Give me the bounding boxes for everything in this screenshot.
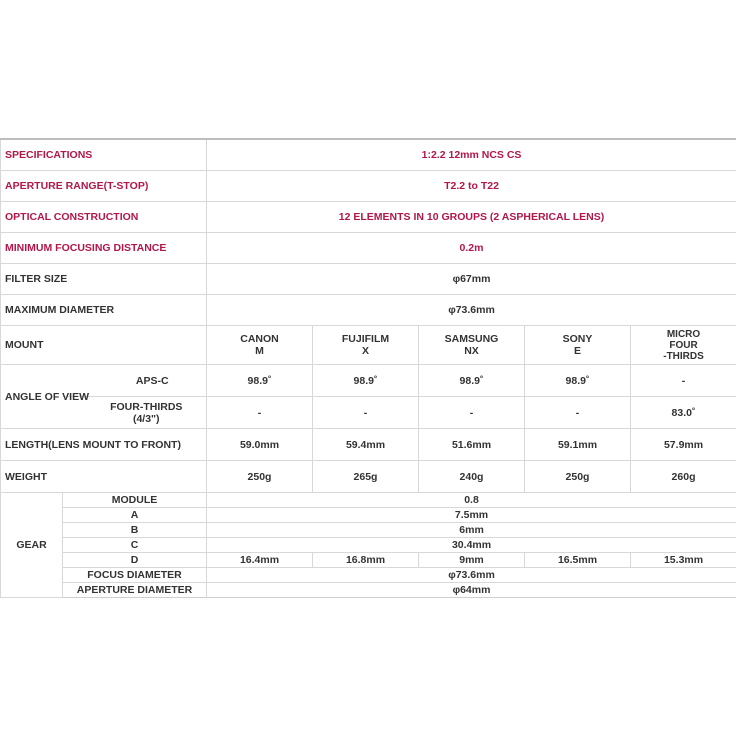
gear-c-label: C xyxy=(63,538,207,553)
aperture-diameter-value: φ64mm xyxy=(207,583,736,598)
gear-d-value: 16.5mm xyxy=(525,553,631,568)
row-mount xyxy=(1,326,736,365)
row-max-diameter xyxy=(1,295,736,326)
filter-size-value: φ67mm xyxy=(207,264,736,295)
mount-fujifilm: FUJIFILM X xyxy=(313,326,419,365)
mount-sony: SONY E xyxy=(525,326,631,365)
max-diameter-label: MAXIMUM DIAMETER xyxy=(1,295,207,326)
length-value: 57.9mm xyxy=(631,429,736,461)
row-gear-module xyxy=(1,493,736,508)
aov-four-thirds-value: - xyxy=(525,397,631,429)
weight-label: WEIGHT xyxy=(1,461,207,493)
aov-apsc-value: - xyxy=(631,365,736,397)
row-optical-construction xyxy=(1,202,736,233)
gear-a-value: 7.5mm xyxy=(207,508,736,523)
min-focus-label: MINIMUM FOCUSING DISTANCE xyxy=(1,233,207,264)
aov-apsc-value: 98.9˚ xyxy=(313,365,419,397)
min-focus-value: 0.2m xyxy=(207,233,736,264)
row-gear-b xyxy=(1,523,736,538)
row-aperture-range xyxy=(1,171,736,202)
gear-module-value: 0.8 xyxy=(207,493,736,508)
gear-d-label: D xyxy=(63,553,207,568)
mount-label: MOUNT xyxy=(1,326,207,365)
row-gear-d xyxy=(1,553,736,568)
length-value: 59.1mm xyxy=(525,429,631,461)
length-value: 51.6mm xyxy=(419,429,525,461)
aov-four-thirds-value: - xyxy=(313,397,419,429)
gear-a-label: A xyxy=(63,508,207,523)
aov-apsc-value: 98.9˚ xyxy=(419,365,525,397)
aov-apsc-value: 98.9˚ xyxy=(525,365,631,397)
gear-d-value: 15.3mm xyxy=(631,553,736,568)
row-filter-size xyxy=(1,264,736,295)
weight-value: 260g xyxy=(631,461,736,493)
specifications-value: 1:2.2 12mm NCS CS xyxy=(207,139,736,171)
row-gear-c xyxy=(1,538,736,553)
specifications-label: SPECIFICATIONS xyxy=(1,139,207,171)
row-gear-a xyxy=(1,508,736,523)
aperture-range-value: T2.2 to T22 xyxy=(207,171,736,202)
focus-diameter-label: FOCUS DIAMETER xyxy=(63,568,207,583)
row-specifications xyxy=(1,139,736,171)
max-diameter-value: φ73.6mm xyxy=(207,295,736,326)
gear-label: GEAR xyxy=(1,493,63,598)
aps-c-label: APS-C xyxy=(63,365,207,397)
aov-four-thirds-value: - xyxy=(207,397,313,429)
gear-d-value: 16.4mm xyxy=(207,553,313,568)
row-length xyxy=(1,429,736,461)
weight-value: 250g xyxy=(207,461,313,493)
aperture-range-label: APERTURE RANGE(T-STOP) xyxy=(1,171,207,202)
row-aov-four-thirds xyxy=(1,397,736,429)
gear-module-label: MODULE xyxy=(63,493,207,508)
length-value: 59.4mm xyxy=(313,429,419,461)
aov-four-thirds-value: - xyxy=(419,397,525,429)
row-gear-aperture-diameter xyxy=(1,583,736,598)
four-thirds-label: FOUR-THIRDS (4/3") xyxy=(63,397,207,429)
mount-micro-four-thirds: MICRO FOUR -THIRDS xyxy=(631,326,736,365)
weight-value: 250g xyxy=(525,461,631,493)
row-weight xyxy=(1,461,736,493)
aov-apsc-value: 98.9˚ xyxy=(207,365,313,397)
weight-value: 240g xyxy=(419,461,525,493)
angle-of-view-label: ANGLE OF VIEW xyxy=(1,365,63,429)
gear-d-value: 16.8mm xyxy=(313,553,419,568)
aov-four-thirds-value: 83.0˚ xyxy=(631,397,736,429)
optical-construction-value: 12 ELEMENTS IN 10 GROUPS (2 ASPHERICAL LENS) xyxy=(207,202,736,233)
length-label: LENGTH(LENS MOUNT TO FRONT) xyxy=(1,429,207,461)
length-value: 59.0mm xyxy=(207,429,313,461)
gear-b-label: B xyxy=(63,523,207,538)
mount-canon: CANON M xyxy=(207,326,313,365)
optical-construction-label: OPTICAL CONSTRUCTION xyxy=(1,202,207,233)
focus-diameter-value: φ73.6mm xyxy=(207,568,736,583)
row-min-focus xyxy=(1,233,736,264)
gear-c-value: 30.4mm xyxy=(207,538,736,553)
gear-d-value: 9mm xyxy=(419,553,525,568)
mount-samsung: SAMSUNG NX xyxy=(419,326,525,365)
spec-table xyxy=(0,138,736,598)
gear-b-value: 6mm xyxy=(207,523,736,538)
filter-size-label: FILTER SIZE xyxy=(1,264,207,295)
row-gear-focus-diameter xyxy=(1,568,736,583)
row-aov-apsc xyxy=(1,365,736,397)
aperture-diameter-label: APERTURE DIAMETER xyxy=(63,583,207,598)
weight-value: 265g xyxy=(313,461,419,493)
